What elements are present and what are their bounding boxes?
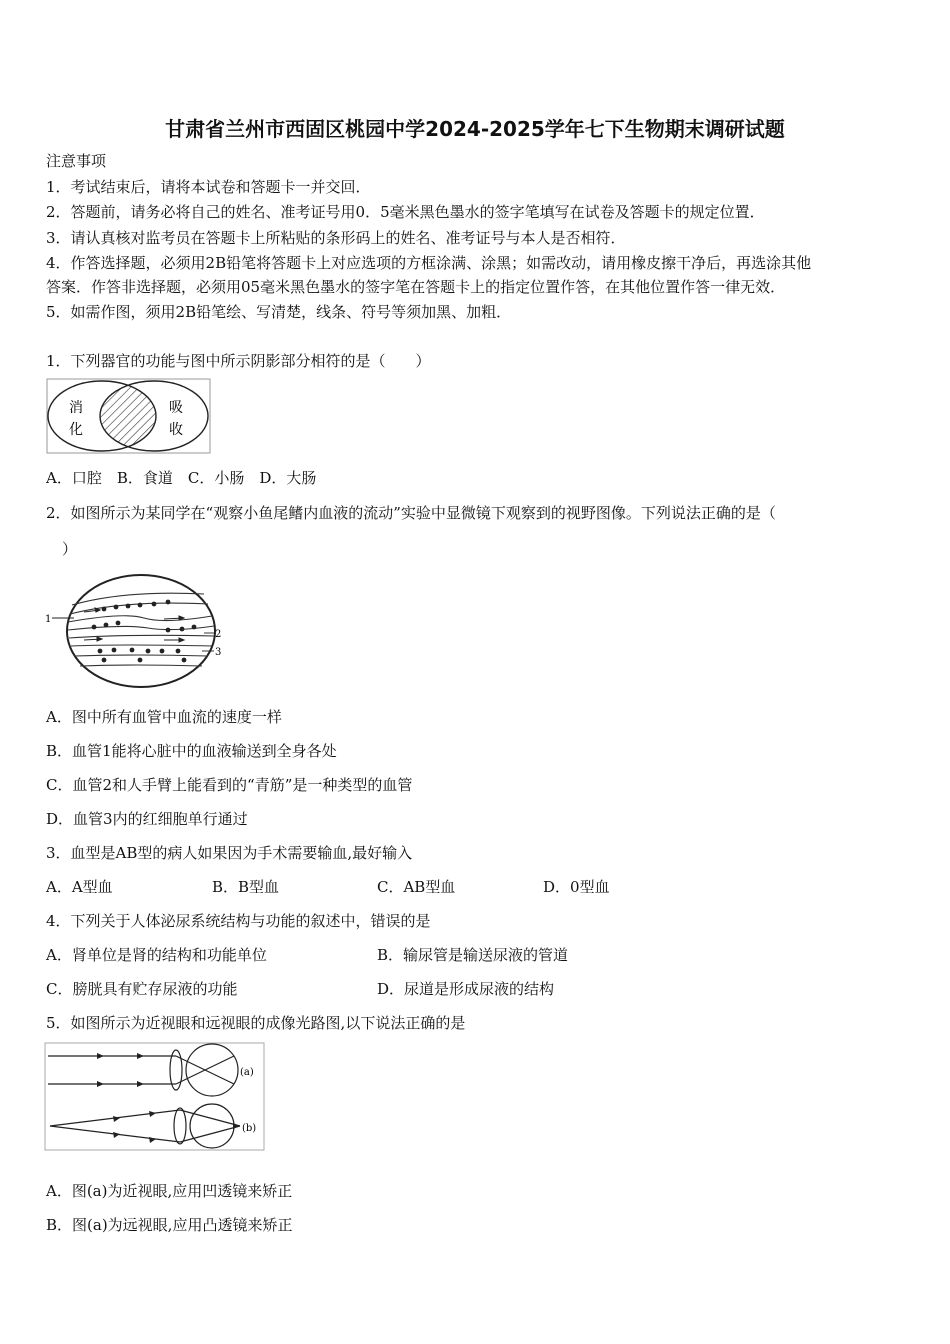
q2-option-d: D．血管3内的红细胞单行通过 — [46, 810, 248, 828]
q5-eye-diagram — [44, 1042, 266, 1152]
q2-option-b: B．血管1能将心脏中的血液输送到全身各处 — [46, 742, 337, 760]
q2-option-a: A．图中所有血管中血流的速度一样 — [46, 708, 282, 726]
microscope-field — [67, 575, 215, 687]
vessel-label-3: 3 — [215, 647, 222, 658]
notice-item-2: 2．答题前，请务必将自己的姓名、准考证号用0．5毫米黑色墨水的签字笔填写在试卷及答题卡的规定位置． — [46, 203, 765, 221]
q5-option-b: B．图(a)为远视眼,应用凸透镜来矫正 — [46, 1216, 293, 1234]
q3-option-b: B．B型血 — [212, 878, 280, 896]
q2-option-c: C．血管2和人手臂上能看到的“青筋”是一种类型的血管 — [46, 776, 413, 794]
eye-label-b: (b) — [242, 1123, 257, 1134]
eye-diagram-frame — [45, 1043, 264, 1150]
notice-item-4-cont: 答案．作答非选择题，必须用05毫米黑色墨水的签字笔在答题卡上的指定位置作答，在其他位置作答一律无效． — [46, 278, 786, 296]
vessel-label-1: 1 — [45, 614, 52, 625]
q1-stem: 1．下列器官的功能与图中所示阴影部分相符的是（ ） — [46, 352, 431, 370]
q5-stem: 5．如图所示为近视眼和远视眼的成像光路图,以下说法正确的是 — [46, 1014, 466, 1032]
q3-option-a: A．A型血 — [46, 878, 113, 896]
q2-microscope-figure — [44, 572, 234, 690]
venn-left-top: 消 — [69, 400, 83, 416]
vessel-label-2: 2 — [215, 629, 222, 640]
notice-item-3: 3．请认真核对监考员在答题卡上所粘贴的条形码上的姓名、准考证号与本人是否相符． — [46, 229, 626, 247]
q4-option-d: D．尿道是形成尿液的结构 — [377, 980, 555, 998]
q4-option-a: A．肾单位是肾的结构和功能单位 — [46, 946, 267, 964]
q2-stem: 2．如图所示为某同学在“观察小鱼尾鳍内血液的流动”实验中显微镜下观察到的视野图像。下列说法正确的是（ — [46, 504, 776, 522]
q1-options: A．口腔 B．食道 C．小肠 D．大肠 — [46, 469, 317, 487]
q1-venn-figure — [46, 378, 212, 454]
eye-label-a: (a) — [240, 1067, 254, 1078]
notice-item-4: 4．作答选择题，必须用2B铅笔将答题卡上对应选项的方框涂满、涂黑；如需改动，请用橡皮擦干净后，再选涂其他 — [46, 254, 812, 272]
venn-left-bottom: 化 — [69, 422, 83, 438]
venn-right-bottom: 收 — [169, 422, 183, 438]
q4-stem: 4．下列关于人体泌尿系统结构与功能的叙述中，错误的是 — [46, 912, 431, 930]
notice-item-5: 5．如需作图，须用2B铅笔绘、写清楚，线条、符号等须加黑、加粗． — [46, 303, 512, 321]
q3-option-d: D．0型血 — [543, 878, 610, 896]
notice-item-1: 1．考试结束后，请将本试卷和答题卡一并交回． — [46, 178, 371, 196]
q4-option-c: C．膀胱具有贮存尿液的功能 — [46, 980, 238, 998]
q3-stem: 3．血型是AB型的病人如果因为手术需要输血,最好输入 — [46, 844, 413, 862]
page-title: 甘肃省兰州市西固区桃园中学2024-2025学年七下生物期末调研试题 — [165, 117, 785, 141]
notice-heading: 注意事项 — [46, 152, 107, 170]
venn-right-top: 吸 — [169, 400, 183, 416]
q5-option-a: A．图(a)为近视眼,应用凹透镜来矫正 — [46, 1182, 293, 1200]
q4-option-b: B．输尿管是输送尿液的管道 — [377, 946, 569, 964]
q2-stem-cont: ） — [62, 540, 78, 558]
q3-option-c: C．AB型血 — [377, 878, 456, 896]
